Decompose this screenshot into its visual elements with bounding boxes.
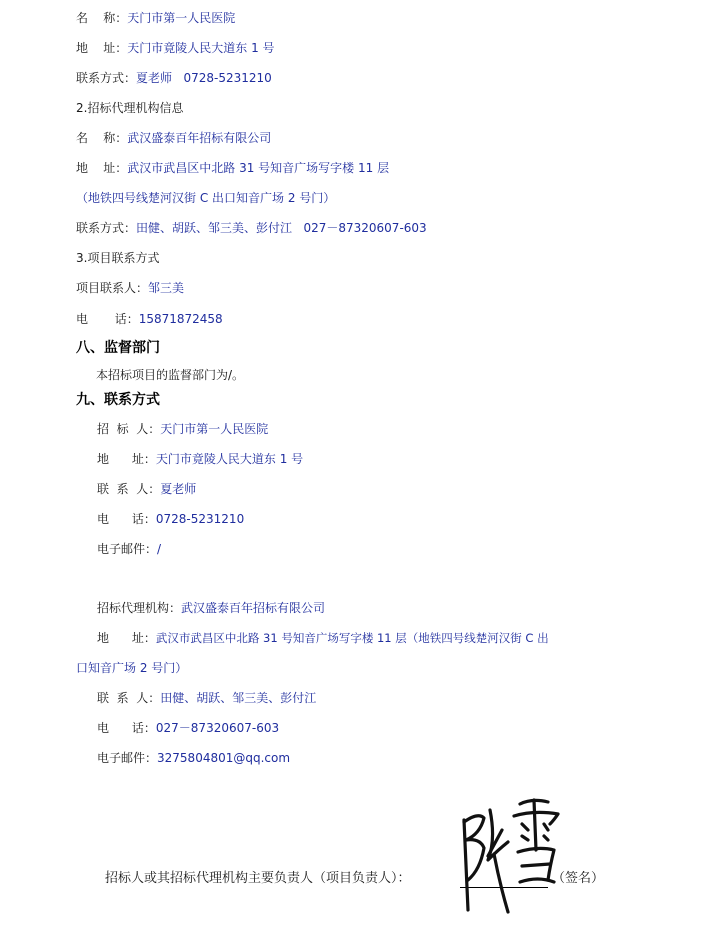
- agency-address-note: （地铁四号线楚河汉街 C 出口知音广场 2 号门）: [76, 191, 336, 205]
- s9-agency-phone-value: 027－87320607-603: [155, 721, 280, 735]
- project-person-row: [76, 280, 184, 296]
- project-phone-row: [76, 311, 223, 327]
- handwritten-signature: [450, 790, 565, 920]
- s9-agency-row: [97, 600, 325, 616]
- agency-info-title: 2.招标代理机构信息: [76, 101, 184, 115]
- agency-address-label: 地 址：: [76, 161, 128, 175]
- agency-address-row: [76, 160, 389, 176]
- s9-agency-value: 武汉盛泰百年招标有限公司: [181, 601, 326, 615]
- s9-agency-contact-row: [97, 690, 316, 706]
- owner-contact-value: 夏老师 0728-5231210: [136, 71, 272, 85]
- agency-name-row: [76, 130, 271, 146]
- s9-owner-value: 天门市第一人民医院: [160, 422, 269, 436]
- signature-suffix: （签名）: [552, 871, 605, 886]
- agency-name-value: 武汉盛泰百年招标有限公司: [127, 131, 272, 145]
- project-contact-title: 3.项目联系方式: [76, 251, 160, 265]
- agency-contact-row: [76, 220, 427, 236]
- s9-owner-contact-label: 联 系 人：: [97, 482, 161, 496]
- s9-agency-phone-row: [97, 720, 279, 736]
- agency-contact-label: 联系方式：: [76, 221, 137, 235]
- owner-address-value: 天门市竟陵人民大道东 1 号: [127, 41, 275, 55]
- s9-agency-phone-label: 电 话：: [97, 721, 156, 735]
- agency-name-label: 名 称：: [76, 131, 128, 145]
- s9-owner-email-label: 电子邮件：: [97, 542, 158, 556]
- s9-owner-row: [97, 421, 268, 437]
- project-phone-label: 电 话：: [76, 312, 139, 326]
- s9-owner-address-value: 天门市竟陵人民大道东 1 号: [155, 452, 304, 466]
- project-person-value: 邹三美: [148, 281, 185, 295]
- section-8-heading: 八、监督部门: [76, 340, 160, 356]
- s9-agency-address-value: 武汉市武昌区中北路 31 号知音广场写字楼 11 层（地铁四号线楚河汉街 C 出: [155, 631, 549, 645]
- s9-agency-email-label: 电子邮件：: [97, 751, 158, 765]
- owner-name-value: 天门市第一人民医院: [127, 11, 236, 25]
- project-person-label: 项目联系人：: [76, 281, 149, 295]
- s9-agency-email-row: [97, 750, 290, 766]
- s9-owner-address-row: [97, 451, 303, 467]
- section-8-text: 本招标项目的监督部门为/。: [96, 368, 245, 382]
- s9-owner-phone-label: 电 话：: [97, 512, 156, 526]
- s9-agency-address-cont: 口知音广场 2 号门）: [76, 661, 188, 675]
- s9-owner-email-value: /: [157, 542, 162, 556]
- agency-contact-value: 田健、胡跃、邹三美、彭付江 027－87320607-603: [136, 221, 427, 235]
- project-phone-value: 15871872458: [138, 312, 223, 326]
- s9-owner-email-row: [97, 541, 161, 557]
- s9-owner-contact-row: [97, 481, 196, 497]
- owner-contact-row: [76, 70, 272, 86]
- section-9-heading: 九、联系方式: [76, 392, 160, 408]
- owner-address-label: 地 址：: [76, 41, 128, 55]
- owner-name-label: 名 称：: [76, 11, 128, 25]
- s9-agency-email-value: 3275804801@qq.com: [157, 751, 291, 765]
- s9-agency-contact-label: 联 系 人：: [97, 691, 161, 705]
- s9-owner-label: 招 标 人：: [97, 422, 161, 436]
- s9-owner-contact-value: 夏老师: [160, 482, 197, 496]
- s9-agency-address-row: [97, 630, 549, 646]
- agency-address-value: 武汉市武昌区中北路 31 号知音广场写字楼 11 层: [127, 161, 390, 175]
- owner-address-row: [76, 40, 275, 56]
- s9-agency-label: 招标代理机构：: [97, 601, 182, 615]
- owner-name-row: [76, 10, 235, 26]
- s9-owner-phone-value: 0728-5231210: [155, 512, 245, 526]
- s9-agency-address-label: 地 址：: [97, 631, 156, 645]
- s9-owner-address-label: 地 址：: [97, 452, 156, 466]
- s9-agency-contact-value: 田健、胡跃、邹三美、彭付江: [160, 691, 317, 705]
- signature-prompt: 招标人或其招标代理机构主要负责人（项目负责人）：: [105, 871, 411, 886]
- owner-contact-label: 联系方式：: [76, 71, 137, 85]
- s9-owner-phone-row: [97, 511, 244, 527]
